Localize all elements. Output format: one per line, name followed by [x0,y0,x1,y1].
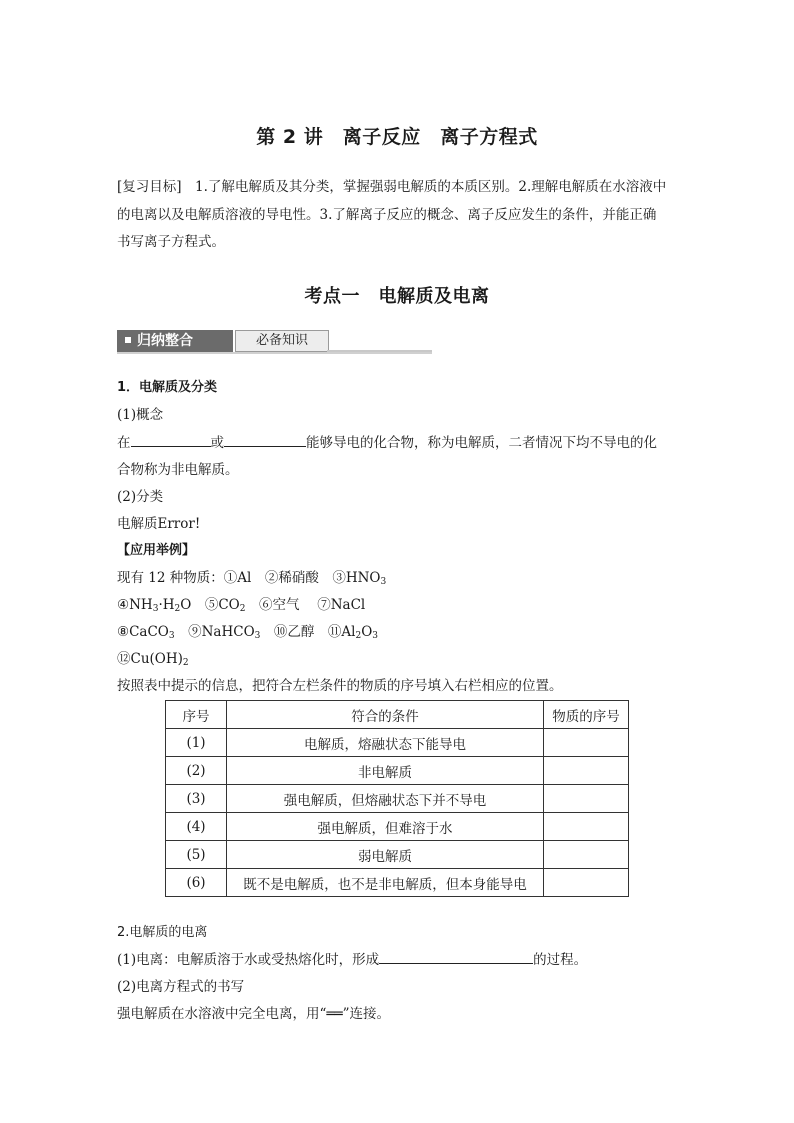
concept-text-b: 或 [210,435,224,451]
subscript: 3 [372,631,379,641]
example-heading: 【应用举例】 [117,543,196,558]
text: ⑧CaCO [117,624,169,640]
row-number: (1) [166,729,227,757]
definition-text-b: 的过程。 [533,952,588,968]
substances-line-3 [117,620,378,641]
substances-line-2 [117,593,365,614]
table-row [166,729,629,757]
classification-label: (2)分类 [117,489,164,505]
subscript: 2 [174,604,181,614]
header-cell: 序号 [166,701,227,729]
row-condition: 强电解质，但难溶于水 [227,813,544,841]
subscript: 3 [152,604,159,614]
row-answer[interactable] [544,729,629,757]
row-condition: 非电解质 [227,757,544,785]
table-row [166,869,629,897]
square-bullet-icon [125,337,131,343]
part2-heading: 2.电解质的电离 [117,925,208,940]
text: ·H [158,597,175,613]
text: ⑩乙醇 ⑪Al [260,624,356,640]
banner-underline [117,352,432,354]
row-condition: 强电解质，但熔融状态下并不导电 [227,785,544,813]
header-cell: 符合的条件 [227,701,544,729]
row-condition: 弱电解质 [227,841,544,869]
subscript: 3 [254,631,261,641]
blank-2[interactable] [224,432,306,447]
text: ⑫Cu(OH) [117,651,183,667]
row-number: (6) [166,869,227,897]
banner-tag: 必备知识 [235,330,329,352]
row-answer[interactable] [544,757,629,785]
subscript: 3 [380,577,387,587]
concept-line-2: 合物称为非电解质。 [117,462,239,478]
example-intro [117,566,386,587]
table-row [166,813,629,841]
table-row [166,757,629,785]
header-cell: 物质的序号 [544,701,629,729]
page-title: 第 2 讲 离子反应 离子方程式 [256,126,538,148]
part1-heading: 1．电解质及分类 [117,380,218,395]
section-title: 考点一 电解质及电离 [304,286,490,307]
row-condition: 既不是电解质，也不是非电解质，但本身能导电 [227,869,544,897]
table-row [166,785,629,813]
example-intro-text: 现有 12 种物质：①Al ②稀硝酸 ③HNO [117,570,381,586]
example-instruction: 按照表中提示的信息，把符合左栏条件的物质的序号填入右栏相应的位置。 [117,678,563,694]
text: ⑥空气 ⑦NaCl [245,597,366,613]
subscript: 2 [239,604,246,614]
blank-3[interactable] [379,949,533,964]
substances-line-4 [117,647,189,668]
subscript: 2 [355,631,362,641]
row-number: (5) [166,841,227,869]
blank-1[interactable] [131,432,211,447]
row-number: (3) [166,785,227,813]
concept-text-c: 能够导电的化合物，称为电解质，二者情况下均不导电的化 [306,435,657,451]
row-answer[interactable] [544,841,629,869]
table-header-row [166,701,629,729]
review-goals-line-3: 书写离子方程式。 [117,234,225,250]
text: ⑨NaHCO [174,624,255,640]
review-goals-line-2: 的电离以及电解质溶液的导电性。3.了解离子反应的概念、离子反应发生的条件，并能正确 [117,207,657,223]
definition-text-a: (1)电离：电解质溶于水或受热熔化时，形成 [117,952,380,968]
text: ④NH [117,597,153,613]
classification-table [165,700,629,897]
banner-main [117,330,233,352]
classification-text: 电解质Error! [117,516,201,532]
banner-main-label: 归纳整合 [137,333,193,349]
row-answer[interactable] [544,869,629,897]
row-answer[interactable] [544,785,629,813]
concept-text-a: 在 [117,435,131,451]
ionization-definition [117,948,587,968]
row-condition: 电解质，熔融状态下能导电 [227,729,544,757]
concept-label: (1)概念 [117,407,164,423]
text: O ⑤CO [180,597,240,613]
text: O [361,624,373,640]
row-number: (4) [166,813,227,841]
row-answer[interactable] [544,813,629,841]
subscript: 2 [182,658,189,668]
row-number: (2) [166,757,227,785]
strong-electrolyte-text: 强电解质在水溶液中完全电离，用“══”连接。 [117,1006,391,1022]
table-row [166,841,629,869]
subscript: 3 [168,631,175,641]
concept-line-1 [117,431,657,451]
section-banner [117,330,432,354]
review-goals-line-1: [复习目标] 1.了解电解质及其分类，掌握强弱电解质的本质区别。2.理解电解质在水溶液中 [117,179,667,195]
equation-label: (2)电离方程式的书写 [117,979,245,995]
